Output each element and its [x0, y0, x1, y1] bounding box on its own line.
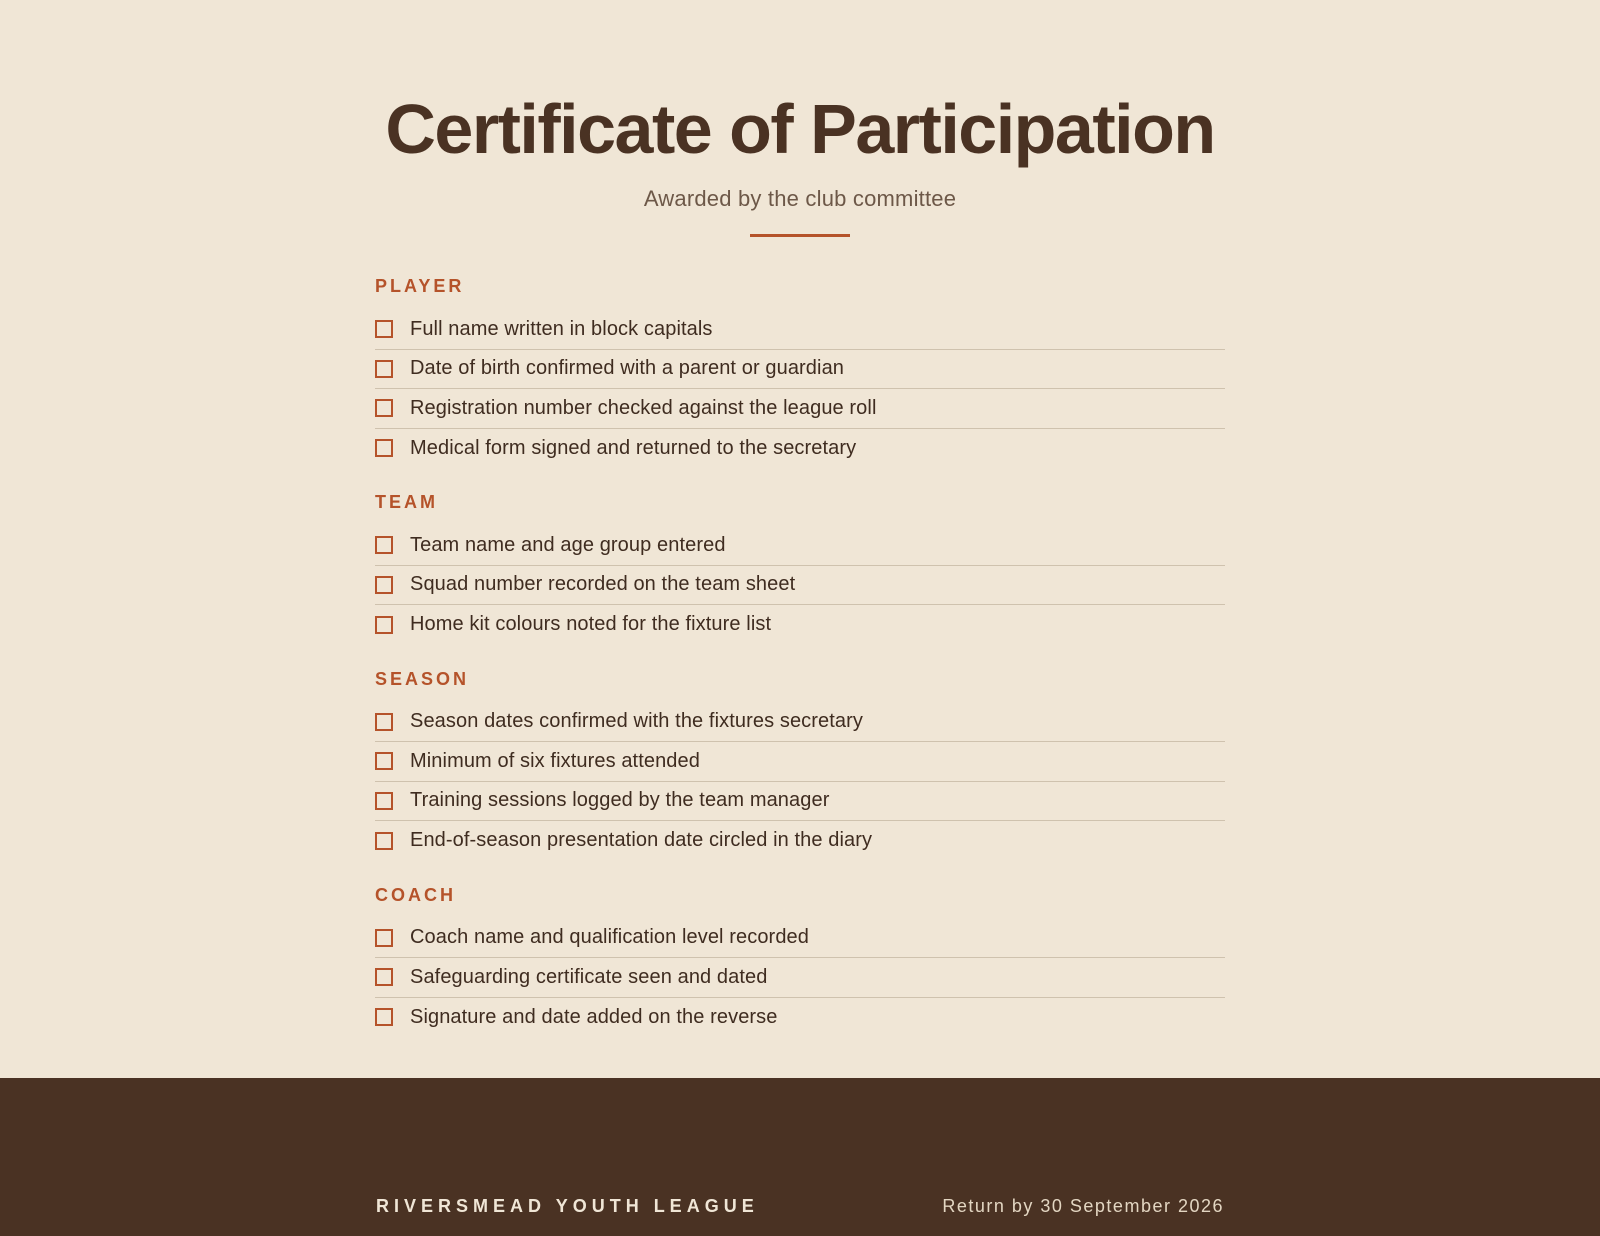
checklist-item [375, 998, 1225, 1038]
checklist-item [375, 429, 1225, 469]
checkbox[interactable] [375, 360, 393, 378]
checklist-item-label: Coach name and qualification level recorded [410, 926, 809, 949]
checklist-item-label: Team name and age group entered [410, 533, 726, 556]
checklist-item-label: Full name written in block capitals [410, 317, 713, 340]
checkbox[interactable] [375, 439, 393, 457]
checkbox[interactable] [375, 320, 393, 338]
checkbox[interactable] [375, 968, 393, 986]
checklist [375, 268, 1225, 1053]
checklist-item [375, 310, 1225, 350]
checkbox[interactable] [375, 792, 393, 810]
checklist-item [375, 703, 1225, 743]
checklist-item-label: Safeguarding certificate seen and dated [410, 965, 768, 988]
section-player [375, 268, 1225, 468]
checkbox[interactable] [375, 576, 393, 594]
checklist-item [375, 389, 1225, 429]
checkbox[interactable] [375, 616, 393, 634]
checklist-item-label: Medical form signed and returned to the secretary [410, 436, 857, 459]
checklist-item [375, 742, 1225, 782]
checklist-item-label: Signature and date added on the reverse [410, 1005, 778, 1028]
checklist-item-label: Registration number checked against the league roll [410, 396, 877, 419]
section-heading: COACH [375, 884, 456, 905]
checkbox[interactable] [375, 1008, 393, 1026]
checklist-item-label: Minimum of six fixtures attended [410, 749, 700, 772]
section-heading: PLAYER [375, 276, 465, 296]
section-team [375, 484, 1225, 645]
checkbox[interactable] [375, 536, 393, 554]
checklist-item [375, 958, 1225, 998]
checkbox[interactable] [375, 832, 393, 850]
checklist-item [375, 782, 1225, 822]
checklist-item-label: Squad number recorded on the team sheet [410, 573, 796, 596]
checkbox[interactable] [375, 752, 393, 770]
checklist-item-label: Training sessions logged by the team manager [410, 789, 830, 812]
checklist-item [375, 919, 1225, 959]
organisation-name: RIVERSMEAD YOUTH LEAGUE [376, 1196, 759, 1216]
footer [0, 1078, 1600, 1236]
checklist-item [375, 350, 1225, 390]
section-heading: SEASON [375, 668, 470, 689]
checklist-item-label: Date of birth confirmed with a parent or guardian [410, 357, 845, 380]
checklist-item [375, 526, 1225, 566]
checklist-item [375, 821, 1225, 861]
section-season [375, 661, 1225, 861]
section-heading: TEAM [375, 492, 438, 512]
certificate-subtitle: Awarded by the club committee [643, 186, 957, 211]
checklist-item-label: End-of-season presentation date circled in the diary [410, 829, 873, 852]
checklist-item-label: Season dates confirmed with the fixtures secretary [410, 710, 863, 733]
section-coach [375, 877, 1225, 1038]
checklist-item [375, 566, 1225, 606]
certificate-title: Certificate of Participation [385, 90, 1215, 168]
return-by-date: Return by 30 September 2026 [942, 1196, 1224, 1216]
checkbox[interactable] [375, 399, 393, 417]
checklist-item [375, 605, 1225, 645]
title-divider [750, 234, 850, 237]
checklist-item-label: Home kit colours noted for the fixture list [410, 613, 772, 636]
checkbox[interactable] [375, 713, 393, 731]
checkbox[interactable] [375, 929, 393, 947]
